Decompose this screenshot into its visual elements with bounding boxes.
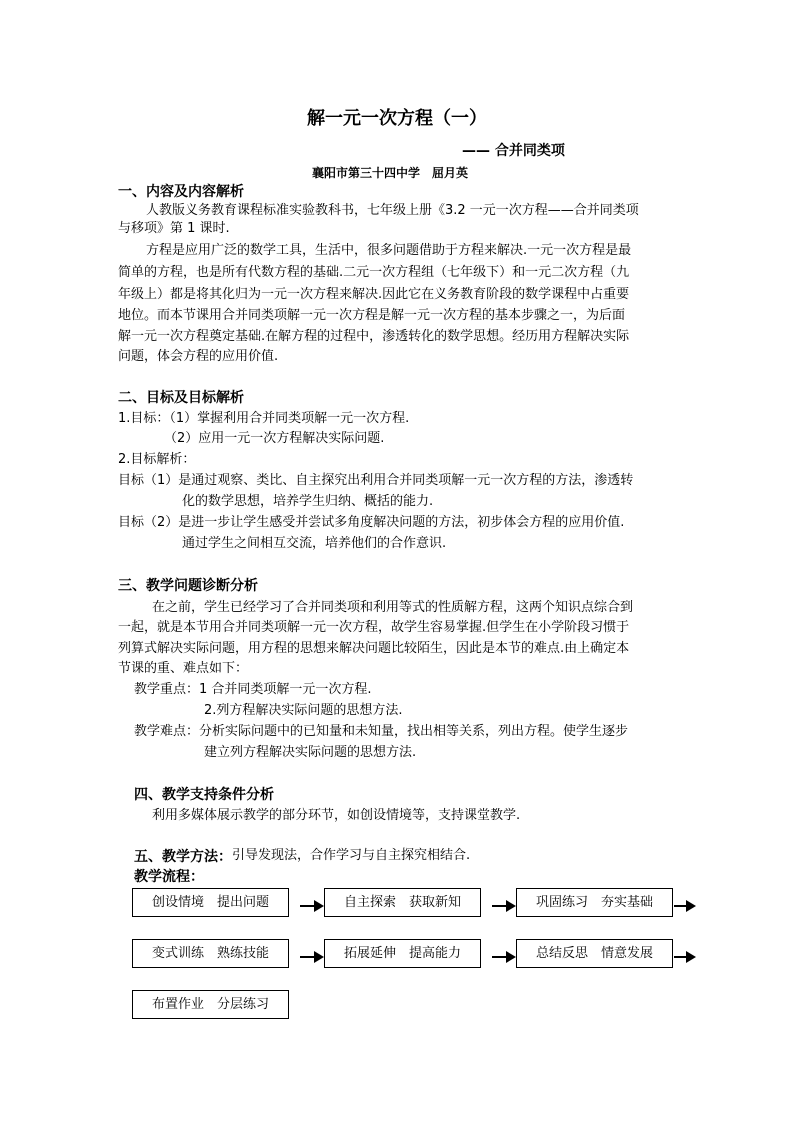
flow-heading: 教学流程： (134, 869, 204, 885)
s2-analysis-1-line1: 目标（1）是通过观察、类比、自主探究出利用合并同类项解一元一次方程的方法，渗透转 (118, 473, 634, 488)
s1-p2-line3: 年级上）都是将其化归为一元一次方程来解决.因此它在义务教育阶段的数学课程中占重要 (118, 287, 630, 302)
page-subtitle: —— 合并同类项 (462, 143, 565, 159)
section-5-heading: 五、教学方法： (134, 849, 232, 865)
s2-analysis-2-line2: 通过学生之间相互交流，培养他们的合作意识. (182, 536, 447, 551)
flow-arrow-2 (492, 899, 516, 913)
flow-arrow-1 (300, 899, 324, 913)
s1-p2-line4: 地位。而本节课用合并同类项解一元一次方程是解一元一次方程的基本步骤之一，为后面 (118, 308, 626, 323)
section-3-heading: 三、教学问题诊断分析 (118, 578, 258, 594)
flow-arrow-5 (492, 950, 516, 964)
s1-p2-line6: 问题，体会方程的应用价值. (118, 349, 279, 364)
s4-paragraph: 利用多媒体展示教学的部分环节，如创设情境等，支持课堂教学. (152, 808, 521, 823)
s2-goal-2: （2）应用一元一次方程解决实际问题. (164, 431, 385, 446)
s2-goal-analysis: 2.目标解析： (118, 452, 196, 467)
section-1-heading: 一、内容及内容解析 (118, 184, 244, 200)
s3-key-point-1: 教学重点：1 合并同类项解一元一次方程. (134, 682, 372, 697)
flow-step-4: 变式训练 熟练技能 (132, 939, 289, 968)
s3-difficulty-line1: 教学难点：分析实际问题中的已知量和未知量，找出相等关系，列出方程。使学生逐步 (134, 724, 629, 739)
s3-key-point-2: 2.列方程解决实际问题的思想方法. (204, 703, 403, 718)
s3-difficulty-line2: 建立列方程解决实际问题的思想方法. (204, 745, 417, 760)
s3-p-line1: 在之前，学生已经学习了合并同类项和利用等式的性质解方程，这两个知识点综合到 (152, 600, 634, 615)
flow-step-7: 布置作业 分层练习 (132, 990, 289, 1019)
s2-analysis-1-line2: 化的数学思想，培养学生归纳、概括的能力. (182, 494, 434, 509)
section-2-heading: 二、目标及目标解析 (118, 390, 244, 406)
flow-step-3: 巩固练习 夯实基础 (516, 888, 673, 917)
flow-arrow-6 (674, 950, 696, 964)
flow-step-1: 创设情境 提出问题 (132, 888, 289, 917)
flow-step-2: 自主探索 获取新知 (324, 888, 481, 917)
s3-p-line4: 节课的重、难点如下： (118, 661, 249, 676)
flow-step-5: 拓展延伸 提高能力 (324, 939, 481, 968)
section-4-heading: 四、教学支持条件分析 (134, 787, 274, 803)
page-title: 解一元一次方程（一） (307, 108, 487, 129)
s1-p2-line1: 方程是应用广泛的数学工具，生活中，很多问题借助于方程来解决.一元一次方程是最 (146, 243, 632, 258)
s3-p-line3: 列算式解决实际问题，用方程的思想来解决问题比较陌生，因此是本节的难点.由上确定本 (118, 641, 630, 656)
flow-arrow-4 (300, 950, 324, 964)
author-line: 襄阳市第三十四中学 屈月英 (312, 166, 469, 180)
s5-method-text: 引导发现法，合作学习与自主探究相结合. (232, 848, 471, 863)
s2-goal-1: 1.目标：（1）掌握利用合并同类项解一元一次方程. (118, 411, 410, 426)
s3-p-line2: 一起，就是本节用合并同类项解一元一次方程，故学生容易掌握.但学生在小学阶段习惯于 (118, 620, 630, 635)
flow-step-6: 总结反思 情意发展 (516, 939, 673, 968)
s1-p1-line1: 人教版义务教育课程标准实验教科书，七年级上册《3.2 一元一次方程——合并同类项 (146, 203, 639, 218)
s1-p2-line5: 解一元一次方程奠定基础.在解方程的过程中，渗透转化的数学思想。经历用方程解决实际 (118, 329, 630, 344)
flow-arrow-3 (674, 899, 696, 913)
s1-p2-line2: 简单的方程，也是所有代数方程的基础.二元一次方程组（七年级下）和一元二次方程（九 (118, 265, 630, 280)
s1-p1-line2: 与移项》第 1 课时. (118, 221, 230, 236)
s2-analysis-2-line1: 目标（2）是进一步让学生感受并尝试多角度解决问题的方法，初步体会方程的应用价值. (118, 515, 625, 530)
